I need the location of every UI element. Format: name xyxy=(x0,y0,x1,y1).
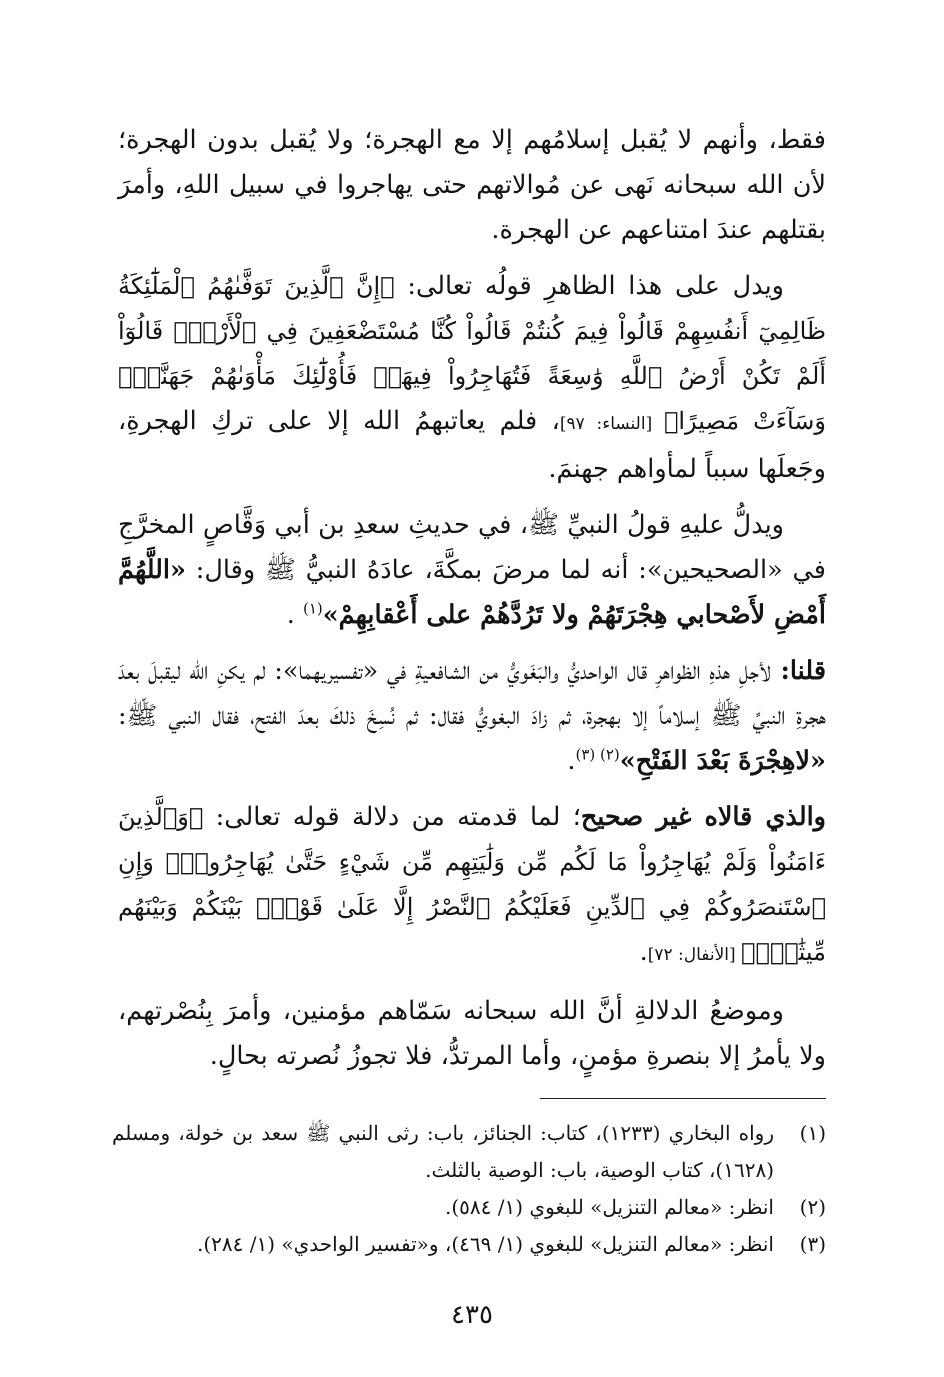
quran-verse-anfal-72: ﴿وَٱلَّذِينَ ءَامَنُواْ وَلَمْ يُهَاجِرُواْ مَا لَكُم مِّن وَلَٰيَتِهِم مِّن شَيْءٍ حَتَّىٰ يُهَاجِرُواْۚ وَإِنِ ٱسْتَنصَرُوكُمْ فِي ٱلدِّينِ فَعَلَيْكُمُ ٱلنَّصْرُ إِلَّا عَلَىٰ قَوْمٍۭ بَيْنَكُمْ وَبَيْنَهُم مِّيثَٰقٌۗ﴾ xyxy=(118,803,826,966)
footnote-separator xyxy=(540,1098,826,1099)
paragraph-2-rest: ، فلم يعاتبهمُ الله إلا على تركِ الهجرةِ، وجَعلَها سبباً لمأواهم جهنمَ. xyxy=(118,406,826,484)
paragraph-3-end: . xyxy=(286,600,303,630)
main-text xyxy=(118,118,826,1090)
hadith-quote-sad: «اللَّهُمَّ أَمْضِ لأَصْحابي هِجْرَتَهُمْ ولا تَرُدَّهُمْ على أَعْقابِهِمْ» xyxy=(118,555,826,630)
paragraph-6: وموضعُ الدلالةِ أنَّ الله سبحانه سَمّاهم مؤمنين، وأمرَ بِنُصْرتهم، ولا يأمرُ إلا بنصرةِ مؤمنٍ، وأما المرتدُّ، فلا تجوزُ نُصرته بحالٍ. xyxy=(118,996,826,1071)
footnote-text: رواه البخاري (١٢٣٣)، كتاب: الجنائز، باب: رثى النبي ﷺ سعد بن خولة، ومسلم (١٦٢٨)، كتاب الوصية، باب: الوصية بالثلث. xyxy=(112,1121,774,1182)
paragraph-4 xyxy=(118,649,826,784)
footnote-number: (٢) xyxy=(799,1195,826,1219)
footnote-number: (١) xyxy=(799,1121,826,1145)
footnote-1 xyxy=(112,1115,826,1189)
paragraph-4-lead: قلنا: xyxy=(770,656,827,686)
quran-verse-nisa-97: ﴿إِنَّ ٱلَّذِينَ تَوَفَّىٰهُمُ ٱلْمَلَٰٓئِكَةُ ظَالِمِيٓ أَنفُسِهِمْ قَالُواْ فِيمَ كُنتُمْ قَالُواْ كُنَّا مُسْتَضْعَفِينَ فِي ٱلْأَرْضِۚ قَالُوٓاْ أَلَمْ تَكُنْ أَرْضُ ٱللَّهِ وَٰسِعَةً فَتُهَاجِرُواْ فِيهَاۚ فَأُوْلَٰٓئِكَ مَأْوَىٰهُمْ جَهَنَّمُۖ وَسَآءَتْ مَصِيرًا﴾ xyxy=(118,272,826,435)
verse-reference-anfal: [الأنفال: ٧٢] xyxy=(647,945,742,965)
footnote-text: انظر: «معالم التنزيل» للبغوي (١/ ٥٨٤). xyxy=(445,1195,774,1219)
footnotes xyxy=(112,1115,826,1263)
paragraph-4-end: . xyxy=(567,746,576,776)
paragraph-3 xyxy=(118,503,826,638)
paragraph-2 xyxy=(118,264,826,492)
paragraph-3-intro: ويدلُّ عليهِ قولُ النبيِّ ﷺ، في حديثِ سعدِ بن أبي وَقَّاصٍ المخرَّجِ في «الصحيحين»: أنه لما مرضَ بمكَّةَ، عادَهُ النبيُّ ﷺ وقال: xyxy=(118,510,826,585)
paragraph-5-body: ؛ لما قدمته من دلالة قوله تعالى: xyxy=(203,802,581,832)
paragraph-4-body: لأجلِ هذهِ الظواهرِ قال الواحديُّ والبَغَويُّ من الشافعيةِ في «تفسيريهما»: لم يكنِ الله ليقبلَ بعدَ هجرةِ النبيِّ ﷺ إسلاماً إلا بهجرة، ثم زادَ البغويُّ فقال: ثم نُسِخَ ذلكَ بعدَ الفتح، فقال النبي ﷺ: xyxy=(118,656,826,731)
paragraph-5-lead: والذي قالاه غير صحيح xyxy=(580,802,826,832)
page-number: ٤٣٥ xyxy=(451,1300,493,1330)
paragraph-5-end: . xyxy=(639,937,648,967)
verse-reference-nisa: [النساء: ٩٧] xyxy=(559,414,664,434)
paragraph-5 xyxy=(118,795,826,978)
paragraph-2-intro: ويدل على هذا الظاهرِ قولُه تعالى: xyxy=(394,271,785,301)
footnote-marker-2-3: (٢) (٣) xyxy=(575,745,620,764)
hadith-quote-no-hijra: «لاهِجْرَةَ بَعْدَ الفَتْحِ» xyxy=(619,746,826,776)
footnote-3 xyxy=(112,1226,826,1263)
footnote-number: (٣) xyxy=(799,1232,826,1256)
paragraph-1: فقط، وأنهم لا يُقبل إسلامُهم إلا مع الهجرة؛ ولا يُقبل بدون الهجرة؛ لأن الله سبحانه نَهى عن مُوالاتهم حتى يهاجروا في سبيل اللهِ، وأمرَ بقتلهم عندَ امتناعهم عن الهجرة. xyxy=(118,125,826,245)
footnote-2 xyxy=(112,1189,826,1226)
footnote-marker-1: (١) xyxy=(302,599,323,618)
footnote-text: انظر: «معالم التنزيل» للبغوي (١/ ٤٦٩)، و«تفسير الواحدي» (١/ ٢٨٤). xyxy=(196,1232,774,1256)
